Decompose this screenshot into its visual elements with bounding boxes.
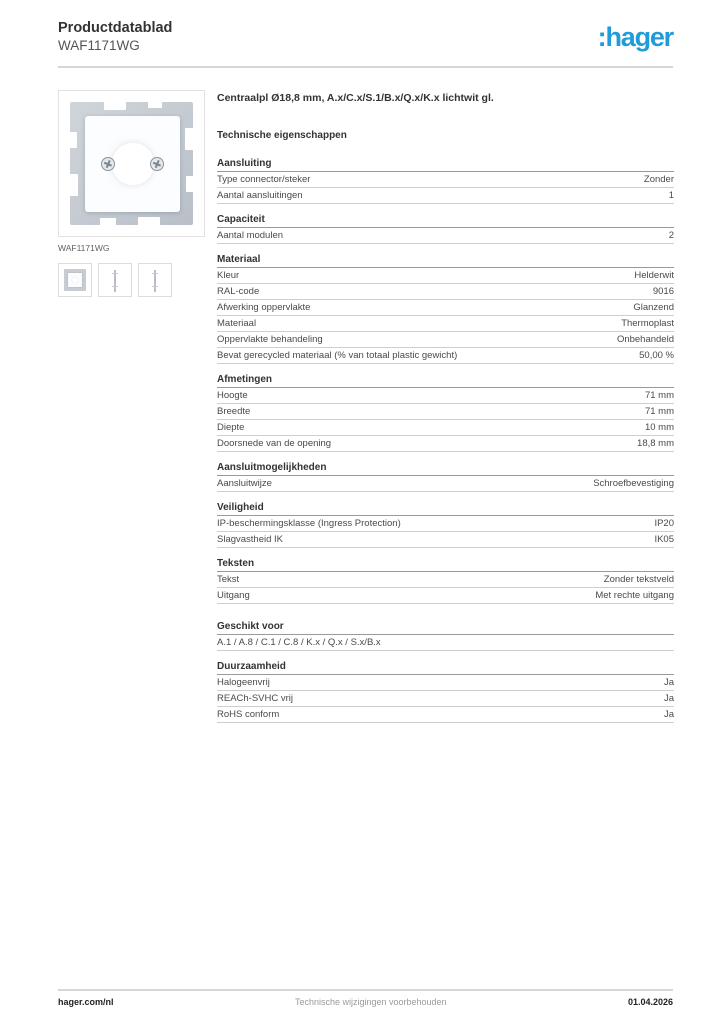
spec-row [217, 284, 674, 300]
spec-value: Zonder [643, 174, 674, 185]
spec-value: 1 [668, 190, 674, 201]
spec-section-title: Teksten [217, 558, 674, 572]
spec-label: Hoogte [217, 390, 248, 401]
spec-row [217, 332, 674, 348]
spec-row [217, 476, 674, 492]
spec-label: Doorsnede van de opening [217, 438, 332, 449]
spec-row [217, 172, 674, 188]
central-plate-graphic [85, 116, 180, 212]
spec-section-title: Geschikt voor [217, 621, 674, 635]
spec-row [217, 516, 674, 532]
spec-row [217, 188, 674, 204]
spec-section-title: Aansluiting [217, 158, 674, 172]
spec-row [217, 388, 674, 404]
screw-icon [101, 157, 115, 171]
spec-label: Afwerking oppervlakte [217, 302, 311, 313]
spec-value: Thermoplast [621, 318, 674, 329]
spec-section [217, 558, 674, 604]
spec-section [217, 254, 674, 364]
spec-row [217, 348, 674, 364]
spec-label: Bevat gerecycled materiaal (% van totaal plastic gewicht) [217, 350, 458, 361]
spec-label: A.1 / A.8 / C.1 / C.8 / K.x / Q.x / S.x/B.x [217, 637, 381, 648]
product-title: Centraalpl Ø18,8 mm, A.x/C.x/S.1/B.x/Q.x/K.x lichtwit gl. [217, 92, 494, 104]
spec-label: Halogeenvrij [217, 677, 270, 688]
header [58, 19, 673, 54]
spec-label: Type connector/steker [217, 174, 311, 185]
spec-row [217, 532, 674, 548]
spec-section-title: Materiaal [217, 254, 674, 268]
header-titles [58, 19, 172, 54]
header-divider [58, 66, 673, 68]
product-media-column [58, 90, 205, 297]
spec-label: Aantal modulen [217, 230, 284, 241]
spec-label: Uitgang [217, 590, 250, 601]
spec-row [217, 635, 674, 651]
spec-section [217, 661, 674, 723]
spec-section-title: Capaciteit [217, 214, 674, 228]
spec-value: Glanzend [633, 302, 674, 313]
spec-row [217, 588, 674, 604]
spec-value: 9016 [652, 286, 674, 297]
spec-label: Aantal aansluitingen [217, 190, 303, 201]
thumbnail-strip [58, 263, 205, 297]
spec-label: REACh-SVHC vrij [217, 693, 294, 704]
spec-label: Aansluitwijze [217, 478, 272, 489]
spec-label: Tekst [217, 574, 240, 585]
spec-row [217, 572, 674, 588]
spec-label: Oppervlakte behandeling [217, 334, 323, 345]
spec-label: Diepte [217, 422, 245, 433]
spec-section [217, 462, 674, 492]
hager-logo: :hager [597, 22, 673, 52]
spec-label: RAL-code [217, 286, 260, 297]
spec-value: 2 [668, 230, 674, 241]
spec-row [217, 675, 674, 691]
spec-row [217, 707, 674, 723]
spec-value: IK05 [654, 534, 674, 545]
footer-disclaimer: Technische wijzigingen voorbehouden [294, 997, 447, 1007]
footer-date: 01.04.2026 [627, 997, 673, 1007]
spec-value: Ja [663, 693, 674, 704]
spec-value: 71 mm [644, 390, 674, 401]
specs-column [217, 92, 674, 733]
spec-value: Zonder tekstveld [603, 574, 674, 585]
footer-website-link[interactable]: hager.com/nl [58, 997, 114, 1007]
spec-value: Met rechte uitgang [595, 590, 674, 601]
spec-value: 18,8 mm [637, 438, 674, 449]
spec-row [217, 300, 674, 316]
product-photo [58, 90, 205, 237]
spec-value: Onbehandeld [616, 334, 674, 345]
spec-section-title: Afmetingen [217, 374, 674, 388]
screw-icon [150, 157, 164, 171]
tech-specs-heading: Technische eigenschappen [217, 130, 347, 141]
spec-label: Kleur [217, 270, 240, 281]
spec-row [217, 420, 674, 436]
spec-section [217, 214, 674, 244]
spec-row [217, 691, 674, 707]
center-opening-graphic [112, 143, 154, 185]
spec-sections [217, 158, 674, 723]
product-front-thumbnail[interactable] [58, 263, 92, 297]
doc-type-title: Productdatablad [58, 20, 173, 36]
spec-row [217, 228, 674, 244]
spec-value: Ja [663, 677, 674, 688]
spec-value: 71 mm [644, 406, 674, 417]
spec-value: Ja [663, 709, 674, 720]
spec-label: Materiaal [217, 318, 257, 329]
spec-value: IP20 [654, 518, 674, 529]
spec-label: Breedte [217, 406, 251, 417]
footer [58, 997, 673, 1007]
spec-section [217, 621, 674, 651]
spec-row [217, 268, 674, 284]
spec-section [217, 502, 674, 548]
spec-section-title: Aansluitmogelijkheden [217, 462, 674, 476]
spec-label: IP-beschermingsklasse (Ingress Protection) [217, 518, 401, 529]
spec-label: RoHS conform [217, 709, 280, 720]
spec-label: Slagvastheid IK [217, 534, 284, 545]
spec-value: Helderwit [634, 270, 674, 281]
footer-divider [58, 989, 673, 991]
spec-section-title: Duurzaamheid [217, 661, 674, 675]
spec-section [217, 158, 674, 204]
spec-value: 50,00 % [639, 350, 674, 361]
side-profile-drawing-thumbnail[interactable] [98, 263, 132, 297]
spec-row [217, 316, 674, 332]
spec-section-title: Veiligheid [217, 502, 674, 516]
image-caption: WAF1171WG [58, 243, 110, 253]
spec-section [217, 374, 674, 452]
spec-value: Schroefbevestiging [593, 478, 674, 489]
product-reference: WAF1171WG [58, 38, 140, 53]
depth-profile-drawing-thumbnail[interactable] [138, 263, 172, 297]
spec-value: 10 mm [644, 422, 674, 433]
spec-row [217, 436, 674, 452]
spec-row [217, 404, 674, 420]
